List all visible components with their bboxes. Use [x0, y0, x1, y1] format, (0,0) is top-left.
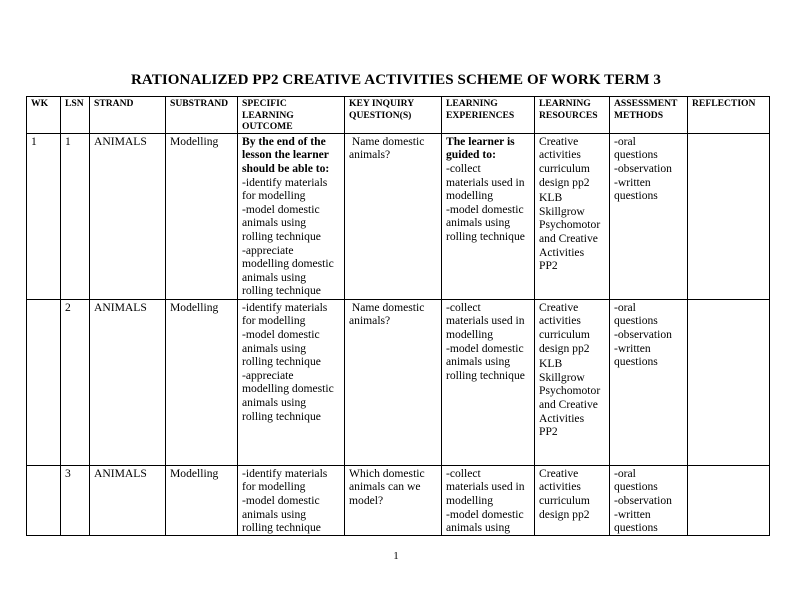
cell-question: Name domestic animals?	[345, 299, 442, 465]
cell-lsn: 1	[61, 133, 90, 299]
cell-lsn: 2	[61, 299, 90, 465]
cell-experience: -collect materials used in modelling -model domestic animals using rolling technique	[442, 299, 535, 465]
cell-question: Name domestic animals?	[345, 133, 442, 299]
cell-wk	[27, 299, 61, 465]
cell-assessment: -oral questions -observation -written questions	[610, 465, 688, 535]
cell-wk: 1	[27, 133, 61, 299]
header-specific-learning-outcome: SPECIFIC LEARNING OUTCOME	[238, 97, 345, 134]
cell-reflection	[688, 465, 770, 535]
cell-outcome: -identify materials for modelling -model domestic animals using rolling technique	[238, 465, 345, 535]
cell-resources: Creative activities curriculum design pp2 KLB Skillgrow Psychomotor and Creative Activities PP2	[535, 299, 610, 465]
header-learning-resources: LEARNING RESOURCES	[535, 97, 610, 134]
cell-assessment: -oral questions -observation -written questions	[610, 133, 688, 299]
cell-substrand: Modelling	[166, 465, 238, 535]
document-title: RATIONALIZED PP2 CREATIVE ACTIVITIES SCHEME OF WORK TERM 3	[130, 72, 662, 88]
cell-substrand: Modelling	[166, 299, 238, 465]
page-number: 1	[393, 550, 399, 562]
cell-reflection	[688, 299, 770, 465]
header-reflection: REFLECTION	[688, 97, 770, 134]
header-key-inquiry-questions: KEY INQUIRY QUESTION(S)	[345, 97, 442, 134]
header-learning-experiences: LEARNING EXPERIENCES	[442, 97, 535, 134]
cell-lsn: 3	[61, 465, 90, 535]
scheme-of-work-table	[26, 96, 770, 536]
cell-outcome: -identify materials for modelling -model domestic animals using rolling technique -appreciate modelling domestic animals using rolling technique	[238, 299, 345, 465]
cell-question: Which domestic animals can we model?	[345, 465, 442, 535]
table-row	[27, 465, 770, 535]
cell-substrand: Modelling	[166, 133, 238, 299]
header-strand: STRAND	[90, 97, 166, 134]
cell-experience: The learner is guided to: -collect materials used in modelling -model domestic animals using rolling technique	[442, 133, 535, 299]
cell-strand: ANIMALS	[90, 133, 166, 299]
cell-strand: ANIMALS	[90, 465, 166, 535]
header-assessment-methods: ASSESSMENT METHODS	[610, 97, 688, 134]
table-header-row	[27, 97, 770, 134]
cell-assessment: -oral questions -observation -written questions	[610, 299, 688, 465]
cell-resources: Creative activities curriculum design pp2	[535, 465, 610, 535]
table-row	[27, 299, 770, 465]
cell-strand: ANIMALS	[90, 299, 166, 465]
table-row	[27, 133, 770, 299]
header-wk: WK	[27, 97, 61, 134]
cell-outcome: By the end of the lesson the learner should be able to: -identify materials for modelling -model domestic animals using rolling technique -appreciate modelling domestic animals using rolling technique	[238, 133, 345, 299]
cell-reflection	[688, 133, 770, 299]
cell-resources: Creative activities curriculum design pp2 KLB Skillgrow Psychomotor and Creative Activities PP2	[535, 133, 610, 299]
cell-wk	[27, 465, 61, 535]
header-substrand: SUBSTRAND	[166, 97, 238, 134]
header-lsn: LSN	[61, 97, 90, 134]
cell-experience: -collect materials used in modelling -model domestic animals using	[442, 465, 535, 535]
